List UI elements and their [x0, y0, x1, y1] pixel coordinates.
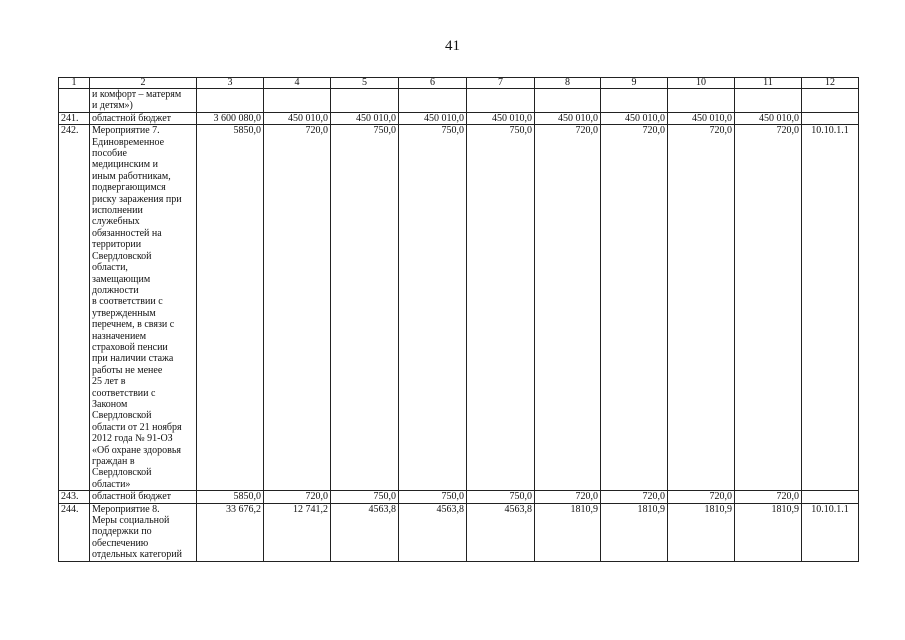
value-cell: 450 010,0 [264, 112, 331, 124]
row-name-line: областной бюджет [92, 112, 172, 124]
value-cell: 5850,0 [197, 491, 264, 503]
value-cell: 450 010,0 [399, 112, 467, 124]
row-name-line: работы не менее [92, 364, 163, 376]
row-name [90, 503, 197, 561]
value-cell: 1810,9 [668, 503, 735, 561]
value-cell: 720,0 [735, 491, 802, 503]
value-cell [535, 89, 601, 113]
row-name-line: обеспечению [92, 537, 149, 549]
value-cell: 33 676,2 [197, 503, 264, 561]
value-cell: 720,0 [601, 125, 668, 491]
value-cell: 450 010,0 [735, 112, 802, 124]
target-code [802, 89, 859, 113]
row-name-line: поддержки по [92, 526, 152, 538]
row-name-line: области от 21 ноября [92, 421, 182, 433]
column-header-2: 2 [90, 78, 197, 89]
row-name-line: областной бюджет [92, 491, 172, 503]
value-cell [331, 89, 399, 113]
row-name-line: Свердловской [92, 467, 152, 479]
value-cell: 750,0 [331, 125, 399, 491]
row-index: 242. [59, 125, 90, 491]
row-name-line: Законом [92, 398, 128, 410]
row-name [90, 125, 197, 491]
row-name-line: при наличии стажа [92, 353, 174, 365]
row-name-line: риску заражения при [92, 193, 182, 205]
value-cell [467, 89, 535, 113]
row-index: 241. [59, 112, 90, 124]
column-header-12: 12 [802, 78, 859, 89]
row-name-line: замещающим [92, 273, 151, 285]
row-name-line: Свердловской [92, 250, 152, 262]
row-name-line: соответствии с [92, 387, 156, 399]
value-cell [399, 89, 467, 113]
value-cell: 450 010,0 [601, 112, 668, 124]
row-name [90, 112, 197, 124]
value-cell [735, 89, 802, 113]
value-cell: 750,0 [399, 125, 467, 491]
value-cell [601, 89, 668, 113]
value-cell: 4563,8 [467, 503, 535, 561]
page-number: 41 [445, 38, 460, 54]
value-cell: 720,0 [668, 125, 735, 491]
budget-table [58, 77, 859, 562]
target-code [802, 491, 859, 503]
value-cell [264, 89, 331, 113]
row-name-line: и комфорт – матерям [92, 89, 182, 100]
row-name-line: перечнем, в связи с [92, 319, 175, 331]
row-name-line: 2012 года № 91-ОЗ [92, 433, 173, 445]
row-name-line: Единовременное [92, 136, 165, 148]
row-name-line: медицинским и [92, 159, 158, 171]
column-header-1: 1 [59, 78, 90, 89]
value-cell: 450 010,0 [668, 112, 735, 124]
row-name-line: Меры социальной [92, 515, 170, 527]
row-name-line: иным работникам, [92, 170, 171, 182]
column-header-10: 10 [668, 78, 735, 89]
value-cell: 720,0 [264, 491, 331, 503]
column-header-8: 8 [535, 78, 601, 89]
value-cell: 750,0 [331, 491, 399, 503]
column-header-11: 11 [735, 78, 802, 89]
value-cell: 3 600 080,0 [197, 112, 264, 124]
table-row [59, 503, 859, 561]
table-row [59, 125, 859, 491]
value-cell [668, 89, 735, 113]
value-cell: 720,0 [668, 491, 735, 503]
value-cell: 720,0 [535, 491, 601, 503]
row-name-line: Свердловской [92, 410, 152, 422]
value-cell: 720,0 [535, 125, 601, 491]
value-cell [197, 89, 264, 113]
row-name-line: служебных [92, 216, 140, 228]
row-index [59, 89, 90, 113]
row-name-line: 25 лет в [92, 376, 126, 388]
row-name-line: подвергающимся [92, 182, 166, 194]
row-name-line: Мероприятие 7. [92, 125, 160, 137]
row-name-line: страховой пенсии [92, 341, 168, 353]
row-index: 243. [59, 491, 90, 503]
table-row [59, 89, 859, 113]
value-cell: 1810,9 [535, 503, 601, 561]
value-cell: 450 010,0 [331, 112, 399, 124]
row-name-line: «Об охране здоровья [92, 444, 182, 456]
value-cell: 750,0 [467, 125, 535, 491]
row-name-line: территории [92, 239, 142, 251]
column-header-5: 5 [331, 78, 399, 89]
table-row [59, 112, 859, 124]
value-cell: 750,0 [467, 491, 535, 503]
row-name-line: обязанностей на [92, 227, 162, 239]
row-name-line: утвержденным [92, 307, 156, 319]
row-name-line: в соответствии с [92, 296, 163, 308]
value-cell: 4563,8 [399, 503, 467, 561]
column-header-6: 6 [399, 78, 467, 89]
row-name-line: исполнении [92, 205, 143, 217]
row-name-line: отдельных категорий [92, 549, 183, 561]
row-index: 244. [59, 503, 90, 561]
row-name-line: граждан в [92, 456, 135, 467]
header-row [59, 78, 859, 89]
row-name-line: области, [92, 262, 128, 274]
target-code [802, 112, 859, 124]
value-cell: 1810,9 [601, 503, 668, 561]
target-code: 10.10.1.1 [802, 503, 859, 561]
value-cell: 1810,9 [735, 503, 802, 561]
value-cell: 720,0 [735, 125, 802, 491]
target-code: 10.10.1.1 [802, 125, 859, 491]
table-row [59, 491, 859, 503]
value-cell: 4563,8 [331, 503, 399, 561]
row-name-line: должности [92, 284, 139, 296]
row-name-line: и детям») [92, 100, 133, 112]
column-header-7: 7 [467, 78, 535, 89]
value-cell: 12 741,2 [264, 503, 331, 561]
row-name-line: пособие [92, 148, 127, 160]
value-cell: 450 010,0 [535, 112, 601, 124]
value-cell: 750,0 [399, 491, 467, 503]
column-header-4: 4 [264, 78, 331, 89]
value-cell: 720,0 [601, 491, 668, 503]
value-cell: 5850,0 [197, 125, 264, 491]
row-name-line: назначением [92, 330, 147, 342]
row-name-line: области» [92, 478, 131, 490]
column-header-3: 3 [197, 78, 264, 89]
row-name [90, 491, 197, 503]
column-header-9: 9 [601, 78, 668, 89]
value-cell: 720,0 [264, 125, 331, 491]
row-name-line: Мероприятие 8. [92, 503, 160, 515]
value-cell: 450 010,0 [467, 112, 535, 124]
row-name [90, 89, 197, 113]
